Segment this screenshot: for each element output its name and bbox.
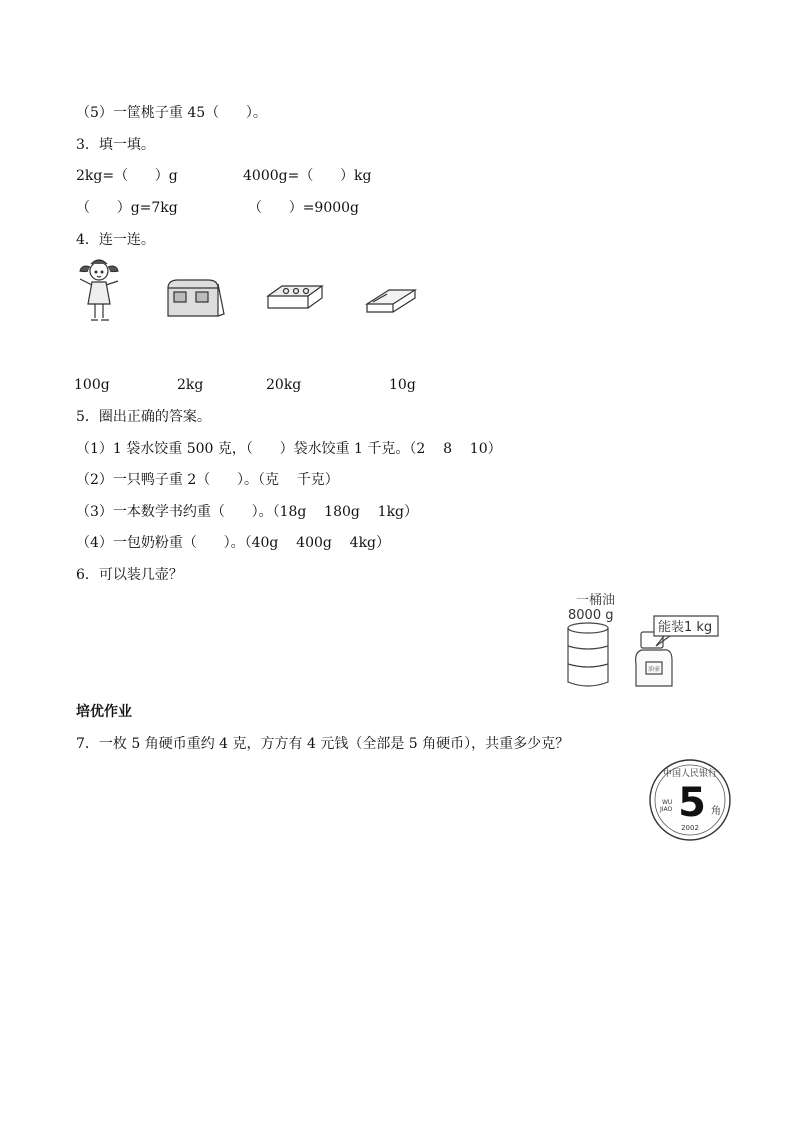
q5-item-4: （4）一包奶粉重（ ）。（40g 400g 4kg） [76, 535, 391, 551]
q7-question: 7．一枚 5 角硬币重约 4 克，方方有 4 元钱（全部是 5 角硬币），共重多少克？ [76, 736, 570, 752]
q6-title: 6．可以装几壶？ [76, 567, 183, 583]
q4-weight-3: 20kg [266, 377, 302, 393]
q5-item-3: （3）一本数学书约重（ ）。（18g 180g 1kg） [76, 504, 419, 520]
coin-top-text: 中国人民银行 [662, 769, 718, 779]
five-jiao-coin [648, 758, 732, 842]
q4-weight-2: 2kg [177, 377, 204, 393]
q3-title: 3．填一填。 [76, 137, 155, 153]
q5-item-1: （1）1 袋水饺重 500 克，（ ）袋水饺重 1 千克。（2 8 10） [76, 441, 502, 457]
q2-item-5: （5）一筐桃子重 45（ ）。 [76, 105, 267, 121]
eraser-picture [363, 286, 421, 320]
coin-unit: 角 [711, 806, 721, 817]
coin-pinyin-1: WU [662, 799, 673, 806]
q3-blank-d: （ ）=9000g [248, 200, 360, 216]
pencil-box-picture [264, 282, 326, 316]
girl-picture [74, 255, 124, 333]
q4-weight-1: 100g [74, 377, 110, 393]
q3-blank-a: 2kg=（ ）g [76, 168, 178, 184]
q3-blank-b: 4000g=（ ）kg [243, 168, 372, 184]
q5-title: 5．圈出正确的答案。 [76, 409, 211, 425]
coin-pinyin-2: JIAO [660, 806, 673, 813]
q5-item-2: （2）一只鸭子重 2（ ）。（克 千克） [76, 472, 339, 488]
coin-numeral: 5 [678, 780, 706, 826]
oil-barrel-figure [560, 590, 730, 690]
backpack-picture [164, 276, 226, 320]
barrel-label-top: 一桶油 [576, 593, 616, 608]
q3-blank-c: （ ）g=7kg [76, 200, 178, 216]
bottle-speech-bubble: 能装1 kg [658, 620, 713, 635]
bottle-label: 油壶 [648, 666, 661, 673]
coin-year: 2002 [681, 824, 699, 832]
section-heading: 培优作业 [76, 704, 132, 720]
q4-title: 4．连一连。 [76, 232, 155, 248]
barrel-label-weight: 8000 g [568, 608, 614, 623]
q4-weight-4: 10g [389, 377, 416, 393]
